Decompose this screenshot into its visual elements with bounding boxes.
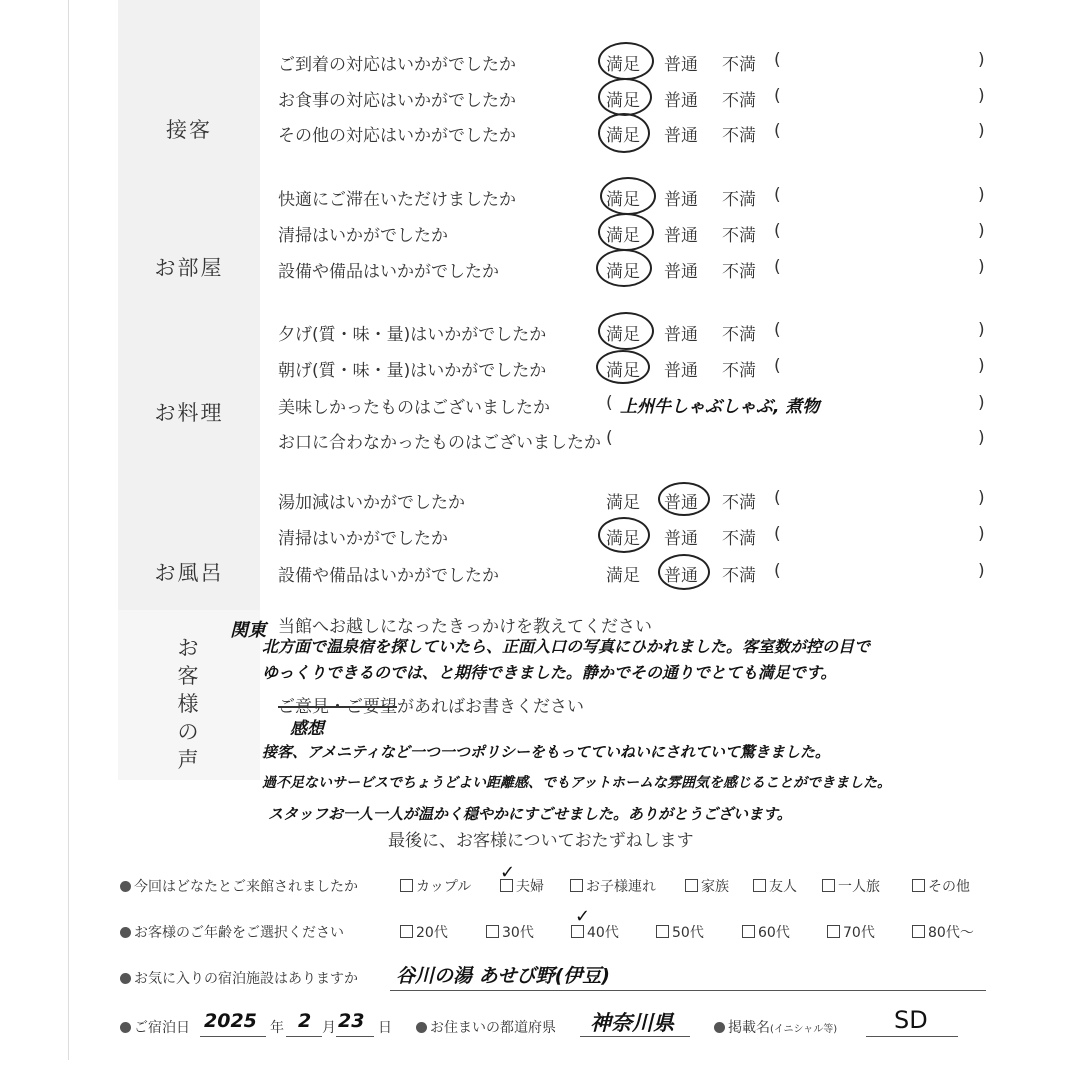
paren-open: ( bbox=[774, 524, 781, 544]
handwritten-impression-line3: スタッフお一人一人が温かく穏やかにすごせました。ありがとうございます。 bbox=[268, 805, 792, 823]
answer-circle bbox=[598, 42, 654, 80]
paren-close: ) bbox=[978, 428, 985, 448]
question-disliked-food: お口に合わなかったものはございましたか bbox=[278, 433, 601, 453]
stay-date-label bbox=[120, 1017, 190, 1037]
option-dissatisfied[interactable]: 不満 bbox=[722, 325, 756, 345]
voice-char: 様 bbox=[177, 692, 199, 716]
checkmark-icon: ✓ bbox=[575, 906, 591, 927]
checkbox-couple[interactable] bbox=[400, 876, 471, 896]
checkbox-with-children[interactable] bbox=[570, 876, 656, 896]
checkbox-label: 60代 bbox=[758, 925, 790, 941]
option-dissatisfied[interactable]: 不満 bbox=[722, 262, 756, 282]
option-dissatisfied[interactable]: 不満 bbox=[722, 361, 756, 381]
handwritten-trigger-line2: ゆっくりできるのでは、と期待できました。静かでその通りでとても満足です。 bbox=[262, 663, 837, 682]
favorite-inn-question-text: お気に入りの宿泊施設はありますか bbox=[134, 971, 358, 987]
paren-open: ( bbox=[774, 121, 781, 141]
checkbox-label: お子様連れ bbox=[586, 879, 656, 895]
paren-open: ( bbox=[774, 86, 781, 106]
voice-char: お bbox=[177, 636, 199, 660]
option-satisfied[interactable]: 満足 bbox=[606, 55, 640, 75]
question-tasty-food: 美味しかったものはございましたか bbox=[278, 398, 550, 418]
checkbox-label: カップル bbox=[416, 879, 472, 895]
option-satisfied[interactable]: 満足 bbox=[606, 361, 640, 381]
handwritten-region: 関東 bbox=[230, 620, 266, 641]
section-label-column bbox=[118, 0, 260, 610]
answer-circle bbox=[598, 113, 650, 153]
option-normal[interactable]: 普通 bbox=[664, 190, 698, 210]
prefecture-underline bbox=[580, 1036, 690, 1037]
handwritten-impression-heading: 感想 bbox=[290, 719, 324, 739]
month-unit: 月 bbox=[322, 1020, 336, 1036]
paren-close: ) bbox=[978, 86, 985, 106]
question-dinner: 夕げ(質・味・量)はいかがでしたか bbox=[278, 325, 547, 345]
paren-close: ) bbox=[978, 50, 985, 70]
option-satisfied[interactable]: 満足 bbox=[606, 226, 640, 246]
age-question bbox=[120, 922, 344, 942]
question-bath-equipment: 設備や備品はいかがでしたか bbox=[278, 566, 499, 586]
prompt-opinion-rest: があればお書きください bbox=[397, 697, 584, 717]
paren-open: ( bbox=[606, 393, 613, 413]
bullet-icon bbox=[120, 973, 131, 984]
day-underline bbox=[336, 1036, 374, 1037]
name-label bbox=[714, 1017, 837, 1037]
prompt-trigger: 当館へお越しになったきっかけを教えてください bbox=[278, 617, 652, 637]
checkbox-icon bbox=[912, 925, 925, 938]
paren-close: ) bbox=[978, 356, 985, 376]
handwritten-impression-line1: 接客、アメニティなど一つ一つポリシーをもってていねいにされていて驚きました。 bbox=[262, 743, 830, 761]
option-normal[interactable]: 普通 bbox=[664, 91, 698, 111]
checkbox-label: 家族 bbox=[701, 879, 729, 895]
checkbox-icon bbox=[486, 925, 499, 938]
checkbox-family[interactable] bbox=[685, 876, 729, 896]
checkbox-icon bbox=[656, 925, 669, 938]
question-room-cleaning: 清掃はいかがでしたか bbox=[278, 226, 448, 246]
option-satisfied[interactable]: 満足 bbox=[606, 325, 640, 345]
question-arrival: ご到着の対応はいかがでしたか bbox=[278, 55, 516, 75]
question-bath-cleaning: 清掃はいかがでしたか bbox=[278, 529, 448, 549]
checkbox-icon bbox=[912, 879, 925, 892]
option-normal[interactable]: 普通 bbox=[664, 566, 698, 586]
answer-circle bbox=[598, 213, 654, 251]
checkbox-icon bbox=[822, 879, 835, 892]
checkbox-other[interactable] bbox=[912, 876, 970, 896]
companion-question-text: 今回はどなたとご来館されましたか bbox=[134, 879, 358, 895]
year-unit: 年 bbox=[270, 1020, 284, 1036]
checkbox-icon bbox=[400, 879, 413, 892]
section-bath-label: お風呂 bbox=[154, 561, 224, 585]
checkbox-label: 夫婦 bbox=[516, 879, 544, 895]
bullet-icon bbox=[120, 881, 131, 892]
day-unit: 日 bbox=[378, 1020, 392, 1036]
voice-char: の bbox=[177, 720, 199, 744]
option-normal[interactable]: 普通 bbox=[664, 262, 698, 282]
checkbox-icon bbox=[400, 925, 413, 938]
answer-circle bbox=[658, 554, 710, 590]
paren-open: ( bbox=[774, 257, 781, 277]
checkbox-label: 一人旅 bbox=[838, 879, 880, 895]
paren-close: ) bbox=[978, 221, 985, 241]
option-normal[interactable]: 普通 bbox=[664, 325, 698, 345]
paren-close: ) bbox=[978, 488, 985, 508]
option-normal[interactable]: 普通 bbox=[664, 493, 698, 513]
option-satisfied[interactable]: 満足 bbox=[606, 126, 640, 146]
checkmark-icon: ✓ bbox=[500, 862, 516, 883]
option-satisfied[interactable]: 満足 bbox=[606, 566, 640, 586]
option-normal[interactable]: 普通 bbox=[664, 55, 698, 75]
paren-close: ) bbox=[978, 393, 985, 413]
month-underline bbox=[286, 1036, 322, 1037]
checkbox-label: 80代〜 bbox=[928, 925, 974, 941]
prefecture-label bbox=[416, 1017, 556, 1037]
question-breakfast: 朝げ(質・味・量)はいかがでしたか bbox=[278, 361, 547, 381]
voice-char: 客 bbox=[177, 664, 199, 688]
checkbox-label: 50代 bbox=[672, 925, 704, 941]
option-satisfied[interactable]: 満足 bbox=[606, 262, 640, 282]
checkbox-icon bbox=[742, 925, 755, 938]
option-dissatisfied[interactable]: 不満 bbox=[722, 126, 756, 146]
handwritten-stay-year: 2025 bbox=[204, 1010, 257, 1032]
bullet-icon bbox=[120, 1022, 131, 1033]
checkbox-icon bbox=[827, 925, 840, 938]
option-satisfied[interactable]: 満足 bbox=[606, 493, 640, 513]
checkbox-age-80[interactable] bbox=[912, 922, 974, 942]
checkbox-age-70[interactable] bbox=[827, 922, 875, 942]
section-room-label: お部屋 bbox=[154, 256, 224, 280]
favorite-inn-underline bbox=[390, 990, 986, 991]
paren-open: ( bbox=[774, 320, 781, 340]
option-dissatisfied[interactable]: 不満 bbox=[722, 529, 756, 549]
checkbox-label: 30代 bbox=[502, 925, 534, 941]
paren-close: ) bbox=[978, 561, 985, 581]
checkbox-age-50[interactable] bbox=[656, 922, 704, 942]
paren-open: ( bbox=[774, 356, 781, 376]
option-dissatisfied[interactable]: 不満 bbox=[722, 226, 756, 246]
option-dissatisfied[interactable]: 不満 bbox=[722, 190, 756, 210]
favorite-inn-question bbox=[120, 968, 358, 988]
option-dissatisfied[interactable]: 不満 bbox=[722, 566, 756, 586]
checkbox-icon bbox=[685, 879, 698, 892]
companion-question bbox=[120, 876, 358, 896]
prefecture-label-text: お住まいの都道府県 bbox=[430, 1020, 556, 1036]
checkbox-solo[interactable] bbox=[822, 876, 880, 896]
checkbox-icon bbox=[753, 879, 766, 892]
question-meal-service: お食事の対応はいかがでしたか bbox=[278, 91, 516, 111]
paren-open: ( bbox=[774, 221, 781, 241]
checkbox-age-60[interactable] bbox=[742, 922, 790, 942]
bullet-icon bbox=[416, 1022, 427, 1033]
checkbox-label: 40代 bbox=[587, 925, 619, 941]
question-bath-temperature: 湯加減はいかがでしたか bbox=[278, 493, 465, 513]
handwritten-impression-line2: 過不足ないサービスでちょうどよい距離感、でもアットホームな雰囲気を感じることができました。 bbox=[262, 775, 892, 791]
option-satisfied[interactable]: 満足 bbox=[606, 529, 640, 549]
scan-edge-line bbox=[68, 0, 69, 1060]
checkbox-age-20[interactable] bbox=[400, 922, 448, 942]
answer-circle bbox=[596, 350, 650, 384]
paren-close: ) bbox=[978, 121, 985, 141]
option-normal[interactable]: 普通 bbox=[664, 226, 698, 246]
question-room-equipment: 設備や備品はいかがでしたか bbox=[278, 262, 499, 282]
checkbox-label: その他 bbox=[928, 879, 970, 895]
bullet-icon bbox=[120, 927, 131, 938]
paren-open: ( bbox=[774, 488, 781, 508]
checkbox-icon bbox=[570, 879, 583, 892]
name-label-text: 掲載名 bbox=[728, 1020, 770, 1036]
paren-open: ( bbox=[774, 561, 781, 581]
option-dissatisfied[interactable]: 不満 bbox=[722, 55, 756, 75]
stay-date-label-text: ご宿泊日 bbox=[134, 1020, 190, 1036]
checkbox-age-30[interactable] bbox=[486, 922, 534, 942]
prompt-opinion-struck: ご意見・ご要望 bbox=[278, 697, 397, 717]
checkbox-label: 70代 bbox=[843, 925, 875, 941]
paren-open: ( bbox=[774, 185, 781, 205]
option-normal[interactable]: 普通 bbox=[664, 529, 698, 549]
handwritten-prefecture: 神奈川県 bbox=[590, 1011, 674, 1035]
section-service-label: 接客 bbox=[166, 118, 212, 142]
answer-circle bbox=[598, 312, 654, 350]
answer-circle bbox=[658, 482, 710, 516]
checkbox-label: 20代 bbox=[416, 925, 448, 941]
section-voice-label bbox=[170, 634, 206, 774]
initials-underline bbox=[866, 1036, 958, 1037]
handwritten-initials: SD bbox=[894, 1006, 928, 1034]
question-other-service: その他の対応はいかがでしたか bbox=[278, 126, 516, 146]
handwritten-favorite-food: 上州牛しゃぶしゃぶ, 煮物 bbox=[620, 397, 820, 417]
handwritten-trigger-line1: 北方面で温泉宿を探していたら、正面入口の写真にひかれました。客室数が控の目で bbox=[262, 637, 871, 656]
handwritten-stay-month: 2 bbox=[298, 1010, 312, 1032]
checkbox-friends[interactable] bbox=[753, 876, 797, 896]
year-underline bbox=[200, 1036, 266, 1037]
option-normal[interactable]: 普通 bbox=[664, 126, 698, 146]
option-satisfied[interactable]: 満足 bbox=[606, 190, 640, 210]
checkbox-label: 友人 bbox=[769, 879, 797, 895]
option-satisfied[interactable]: 満足 bbox=[606, 91, 640, 111]
answer-circle bbox=[598, 517, 650, 553]
option-normal[interactable]: 普通 bbox=[664, 361, 698, 381]
answer-circle bbox=[596, 249, 652, 287]
paren-close: ) bbox=[978, 320, 985, 340]
question-comfort: 快適にご滞在いただけましたか bbox=[278, 190, 516, 210]
handwritten-stay-day: 23 bbox=[338, 1010, 365, 1032]
bullet-icon bbox=[714, 1022, 725, 1033]
name-label-note: (イニシャル等) bbox=[770, 1024, 838, 1035]
handwritten-favorite-inn: 谷川の湯 あせび野(伊豆) bbox=[396, 965, 610, 987]
paren-close: ) bbox=[978, 524, 985, 544]
paren-open: ( bbox=[774, 50, 781, 70]
answer-circle bbox=[600, 177, 656, 215]
option-dissatisfied[interactable]: 不満 bbox=[722, 493, 756, 513]
age-question-text: お客様のご年齢をご選択ください bbox=[134, 925, 344, 941]
paren-open: ( bbox=[606, 428, 613, 448]
voice-char: 声 bbox=[177, 748, 199, 772]
section-cuisine-label: お料理 bbox=[154, 401, 224, 425]
option-dissatisfied[interactable]: 不満 bbox=[722, 91, 756, 111]
paren-close: ) bbox=[978, 257, 985, 277]
paren-close: ) bbox=[978, 185, 985, 205]
prompt-final: 最後に、お客様についておたずねします bbox=[388, 831, 694, 851]
answer-circle bbox=[598, 78, 652, 116]
